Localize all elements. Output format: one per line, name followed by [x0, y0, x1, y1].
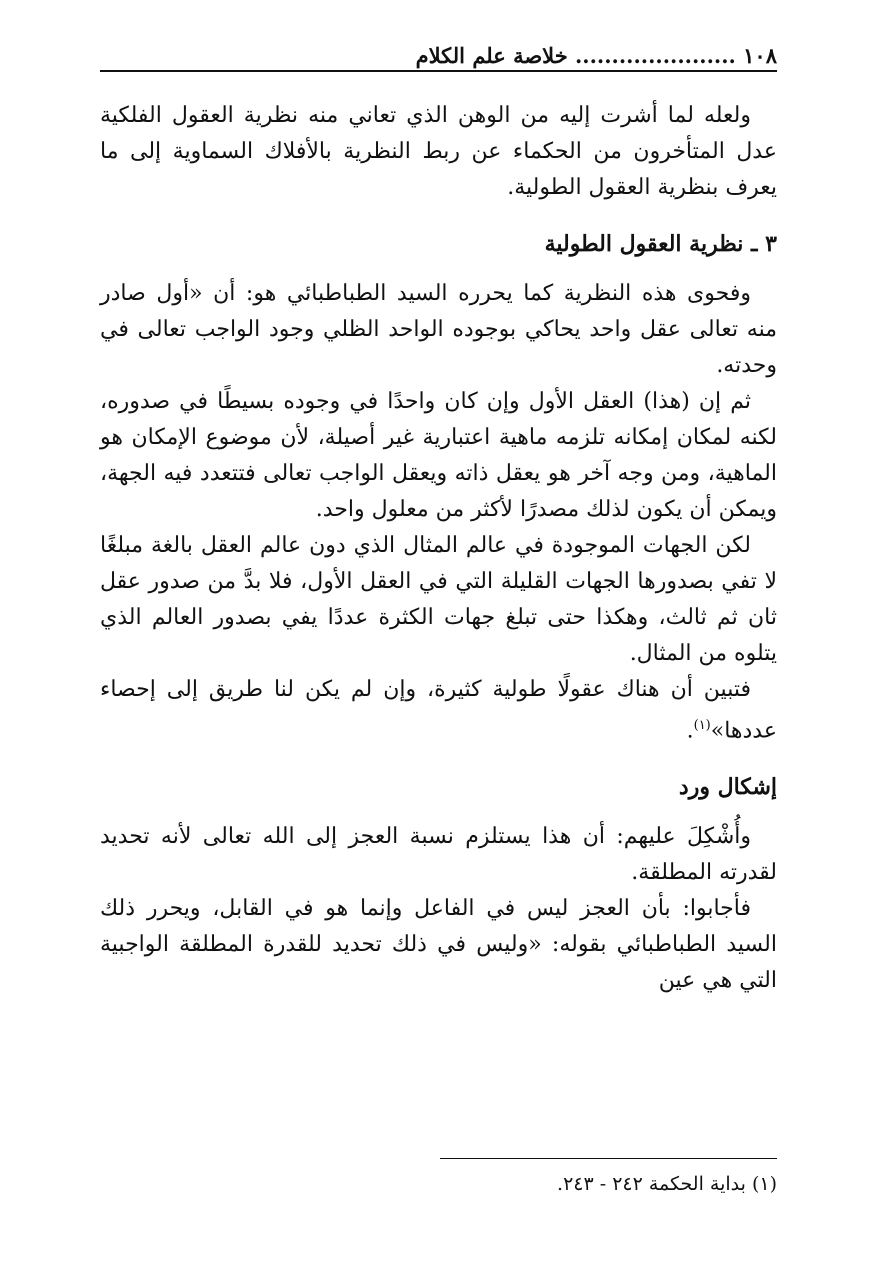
paragraph: وأُشْكِلَ عليهم: أن هذا يستلزم نسبة العجز إلى الله تعالى لأنه تحديد لقدرته المطلقة.	[100, 824, 777, 886]
paragraph: ثم إن (هذا) العقل الأول وإن كان واحدًا في وجوده بسيطًا في صدوره، لكنه لمكان إمكانه تلزمه ماهية اعتبارية غير أصيلة، لأن موضوع الإمكان هو الماهية، ومن وجه آخر هو يعقل ذاته ويعقل الواجب تعالى فتتعدد فيه الجهة، ويمكن أن يكون لذلك مصدرًا لأكثر من معلول واحد.	[100, 389, 777, 522]
paragraph-text: فتبين أن هناك عقولًا طولية كثيرة، وإن لم يكن لنا طريق إلى إحصاء عددها»	[100, 677, 777, 744]
paragraph-end: .	[686, 718, 694, 744]
paragraph: وفحوى هذه النظرية كما يحرره السيد الطباطبائي هو: أن «أول صادر منه تعالى عقل واحد يحاكي بوجوده الواحد الظلي وجود الواجب تعالى في وحدته.	[100, 281, 777, 378]
page-header	[100, 32, 777, 72]
section-heading: إشكال ورد	[678, 774, 777, 801]
page-body	[100, 98, 777, 999]
page-number: ١٠٨	[743, 43, 777, 68]
paragraph: لكن الجهات الموجودة في عالم المثال الذي دون عالم العقل بالغة مبلغًا لا تفي بصدورها الجهات القليلة التي في العقل الأول، فلا بدَّ من صدور عقل ثان ثم ثالث، وهكذا حتى تبلغ جهات الكثرة عددًا يفي بصدور العالم الذي يتلوه من المثال.	[100, 533, 777, 666]
paragraph: ولعله لما أشرت إليه من الوهن الذي تعاني منه نظرية العقول الفلكية عدل المتأخرون من الحكماء عن ربط النظرية بالأفلاك السماوية إلى ما يعرف بنظرية العقول الطولية.	[100, 103, 777, 200]
running-title	[416, 43, 777, 68]
footnote: (١) بداية الحكمة ٢٤٢ - ٢٤٣.	[557, 1173, 777, 1195]
paragraph	[100, 672, 777, 749]
book-title: خلاصة علم الكلام	[415, 43, 568, 68]
paragraph: فأجابوا: بأن العجز ليس في الفاعل وإنما هو في القابل، ويحرر ذلك السيد الطباطبائي بقوله: «وليس في ذلك تحديد للقدرة المطلقة الواجبية التي هي عين	[100, 896, 777, 994]
footnote-divider	[440, 1158, 777, 1159]
header-dots: ......................	[575, 43, 736, 68]
section-heading: ٣ ـ نظرية العقول الطولية	[544, 231, 777, 257]
footnote-ref: (١)	[693, 718, 711, 733]
